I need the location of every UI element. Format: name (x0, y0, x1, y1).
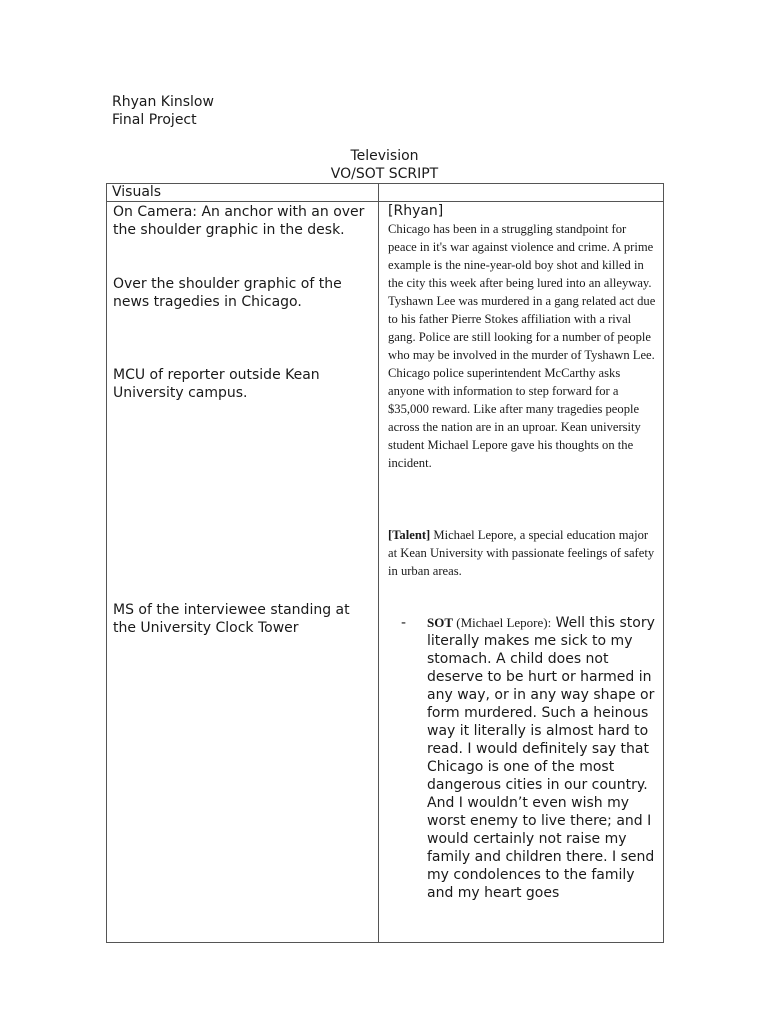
anchor-tag: [Rhyan] (388, 203, 444, 219)
script-table (106, 183, 664, 943)
visual-graphic-shot: Over the shoulder graphic of the news tragedies in Chicago. (113, 276, 342, 310)
heading-script-type: VO/SOT SCRIPT (330, 166, 439, 182)
anchor-voiceover-text: Chicago has been in a struggling standpoint for peace in it's war against violence and crime. A prime example is the nine-year-old boy shot and killed in the city this week after being lured into an alleyway. Tyshawn Lee was murdered in a gang related act due to his father Pierre Stokes affiliation with a rival gang. Police are still looking for a number of people who may be involved in the murder of Tyshawn Lee. Chicago police superintendent McCarthy asks anyone with information to step forward for a $35,000 reward. Like after many tragedies people across the nation are in an uproar. Kean university student Michael Lepore gave his thoughts on the incident. (388, 222, 656, 470)
visual-reporter-shot: MCU of reporter outside Kean University campus. (113, 367, 320, 401)
talent-text: Michael Lepore, a special education major at Kean University with passionate feelings of safety in urban areas. (388, 528, 655, 578)
table-row (107, 202, 664, 943)
audio-header (379, 184, 664, 202)
sot-text: Well this story literally makes me sick to my stomach. A child does not deserve to be hurt or harmed in any way, or in any way shape or form murdered. Such a heinous way it literally is almost hard to read. I would definitely say that Chicago is one of the most dangerous cities in our country. And I wouldn’t even wish my worst enemy to live there; and I would certainly not raise my family and children there. I send my condolences to the family and my heart goes (427, 615, 655, 901)
sot-quote (427, 614, 655, 902)
author-name: Rhyan Kinslow (112, 94, 214, 110)
project-title: Final Project (112, 112, 197, 128)
talent-intro (388, 526, 656, 580)
heading-medium: Television (350, 148, 419, 164)
visual-interviewee-shot: MS of the interviewee standing at the University Clock Tower (113, 602, 350, 636)
visuals-cell (107, 202, 379, 943)
visual-anchor-shot: On Camera: An anchor with an over the shoulder graphic in the desk. (113, 204, 365, 238)
talent-tag: [Talent] (388, 528, 431, 542)
table-header-row (107, 184, 664, 202)
sot-label: SOT (427, 615, 454, 630)
script-heading (106, 147, 663, 183)
visuals-header: Visuals (107, 184, 379, 202)
sot-bullet: - (401, 615, 407, 631)
audio-cell (379, 202, 664, 943)
author-block (112, 93, 214, 129)
sot-speaker: (Michael Lepore): (453, 615, 552, 630)
